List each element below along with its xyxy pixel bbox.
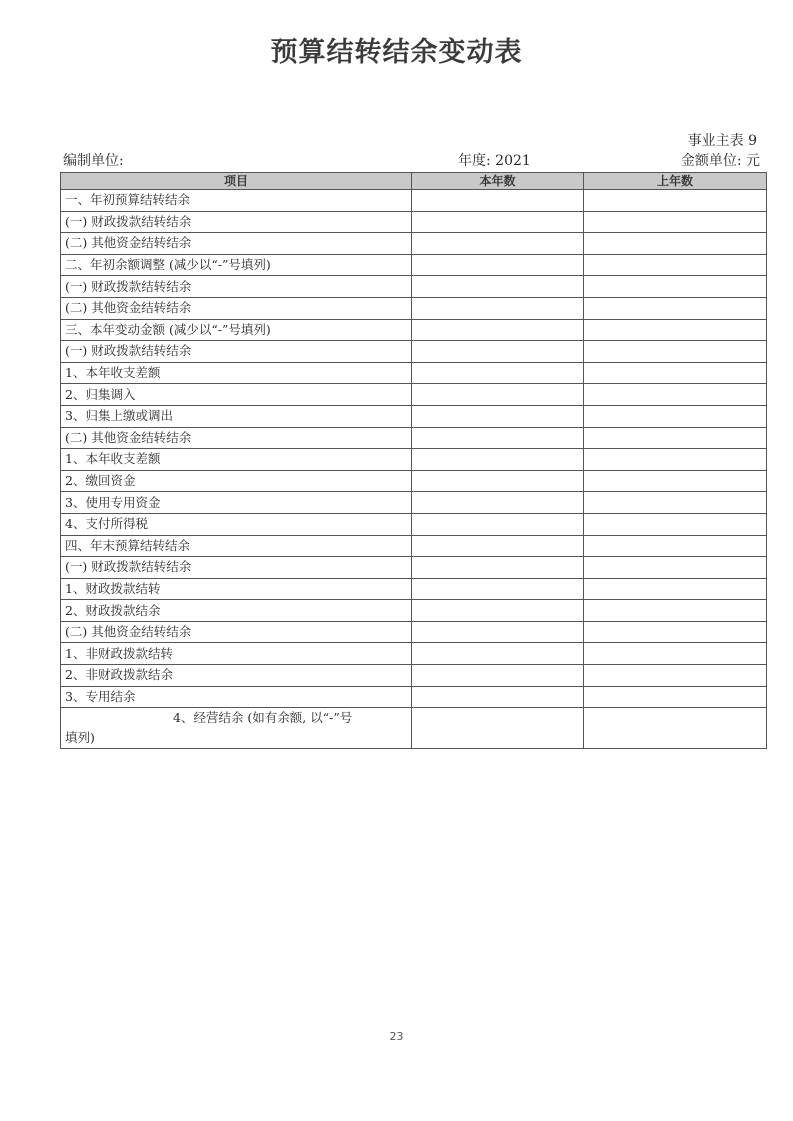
table-row: [61, 362, 767, 384]
current-year-cell: [412, 513, 584, 535]
row-label: (一) 财政拨款结转结余: [61, 557, 412, 579]
current-year-cell: [412, 190, 584, 212]
page-title: 预算结转结余变动表: [270, 37, 523, 68]
table-row: [61, 686, 767, 708]
row-label: 2、非财政拨款结余: [61, 665, 412, 687]
row-label-line2: 填列): [65, 730, 95, 746]
current-year-cell: [412, 384, 584, 406]
row-label: 1、财政拨款结转: [61, 578, 412, 600]
row-label: 2、缴回资金: [61, 470, 412, 492]
previous-year-cell: [584, 427, 767, 449]
header-current-year: 本年数: [412, 173, 584, 190]
row-label: (一) 财政拨款结转结余: [61, 341, 412, 363]
previous-year-cell: [584, 621, 767, 643]
previous-year-cell: [584, 362, 767, 384]
previous-year-cell: [584, 686, 767, 708]
row-label: (一) 财政拨款结转结余: [61, 211, 412, 233]
table-row: [61, 708, 767, 749]
previous-year-cell: [584, 276, 767, 298]
previous-year-cell: [584, 513, 767, 535]
previous-year-cell: [584, 297, 767, 319]
current-year-cell: [412, 557, 584, 579]
row-label-line1: 4、经营结余 (如有余额, 以“-”号: [173, 710, 353, 726]
current-year-cell: [412, 297, 584, 319]
previous-year-cell: [584, 384, 767, 406]
current-year-cell: [412, 470, 584, 492]
row-label: 2、归集调入: [61, 384, 412, 406]
table-row: [61, 492, 767, 514]
table-row: [61, 405, 767, 427]
table-row: [61, 319, 767, 341]
table-row: [61, 233, 767, 255]
table-row: [61, 254, 767, 276]
table-row: [61, 341, 767, 363]
current-year-cell: [412, 686, 584, 708]
previous-year-cell: [584, 492, 767, 514]
table-row: [61, 578, 767, 600]
previous-year-cell: [584, 643, 767, 665]
table-header-row: [61, 173, 767, 190]
table-row: [61, 427, 767, 449]
budget-carryover-table: [60, 172, 767, 749]
table-row: [61, 276, 767, 298]
previous-year-cell: [584, 535, 767, 557]
table-row: [61, 449, 767, 471]
current-year-cell: [412, 578, 584, 600]
current-year-cell: [412, 449, 584, 471]
current-year-cell: [412, 211, 584, 233]
table-row: [61, 513, 767, 535]
table-row: [61, 621, 767, 643]
row-label: 二、年初余额调整 (减少以“-”号填列): [61, 254, 412, 276]
row-label: 3、专用结余: [61, 686, 412, 708]
current-year-cell: [412, 276, 584, 298]
current-year-cell: [412, 405, 584, 427]
table-row: [61, 665, 767, 687]
row-label: 3、使用专用资金: [61, 492, 412, 514]
meta-row: [63, 150, 760, 170]
current-year-cell: [412, 643, 584, 665]
row-label: (一) 财政拨款结转结余: [61, 276, 412, 298]
table-row: [61, 211, 767, 233]
previous-year-cell: [584, 211, 767, 233]
table-row: [61, 190, 767, 212]
page-number: 23: [389, 1030, 404, 1043]
table-row: [61, 600, 767, 622]
current-year-cell: [412, 233, 584, 255]
currency-unit: 金额单位: 元: [680, 153, 760, 169]
current-year-cell: [412, 492, 584, 514]
row-label: 1、本年收支差额: [61, 449, 412, 471]
previous-year-cell: [584, 449, 767, 471]
table-row: [61, 643, 767, 665]
table-row: [61, 384, 767, 406]
row-label: (二) 其他资金结转结余: [61, 297, 412, 319]
current-year-cell: [412, 600, 584, 622]
previous-year-cell: [584, 600, 767, 622]
reporting-unit-label: 编制单位:: [63, 153, 124, 169]
row-label: 一、年初预算结转结余: [61, 190, 412, 212]
table-row: [61, 535, 767, 557]
row-label: (二) 其他资金结转结余: [61, 427, 412, 449]
previous-year-cell: [584, 405, 767, 427]
previous-year-cell: [584, 470, 767, 492]
previous-year-cell: [584, 319, 767, 341]
row-label: 三、本年变动金额 (减少以“-”号填列): [61, 319, 412, 341]
fiscal-year: 年度: 2021: [458, 153, 531, 169]
row-label: 4、支付所得税: [61, 513, 412, 535]
row-label: (二) 其他资金结转结余: [61, 621, 412, 643]
previous-year-cell: [584, 665, 767, 687]
row-label: (二) 其他资金结转结余: [61, 233, 412, 255]
current-year-cell: [412, 535, 584, 557]
row-label: 1、本年收支差额: [61, 362, 412, 384]
current-year-cell: [412, 319, 584, 341]
header-item: 项目: [61, 173, 412, 190]
current-year-cell: [412, 254, 584, 276]
row-label: 四、年末预算结转结余: [61, 535, 412, 557]
current-year-cell: [412, 621, 584, 643]
current-year-cell: [412, 362, 584, 384]
form-code: 事业主表 9: [687, 133, 757, 149]
row-label: [61, 708, 412, 749]
row-label: 3、归集上缴或调出: [61, 405, 412, 427]
previous-year-cell: [584, 233, 767, 255]
current-year-cell: [412, 665, 584, 687]
table-row: [61, 470, 767, 492]
table-row: [61, 557, 767, 579]
previous-year-cell: [584, 557, 767, 579]
current-year-cell: [412, 427, 584, 449]
previous-year-cell: [584, 190, 767, 212]
previous-year-cell: [584, 708, 767, 749]
current-year-cell: [412, 708, 584, 749]
current-year-cell: [412, 341, 584, 363]
header-previous-year: 上年数: [584, 173, 767, 190]
row-label: 2、财政拨款结余: [61, 600, 412, 622]
row-label: 1、非财政拨款结转: [61, 643, 412, 665]
previous-year-cell: [584, 578, 767, 600]
previous-year-cell: [584, 254, 767, 276]
previous-year-cell: [584, 341, 767, 363]
table-row: [61, 297, 767, 319]
